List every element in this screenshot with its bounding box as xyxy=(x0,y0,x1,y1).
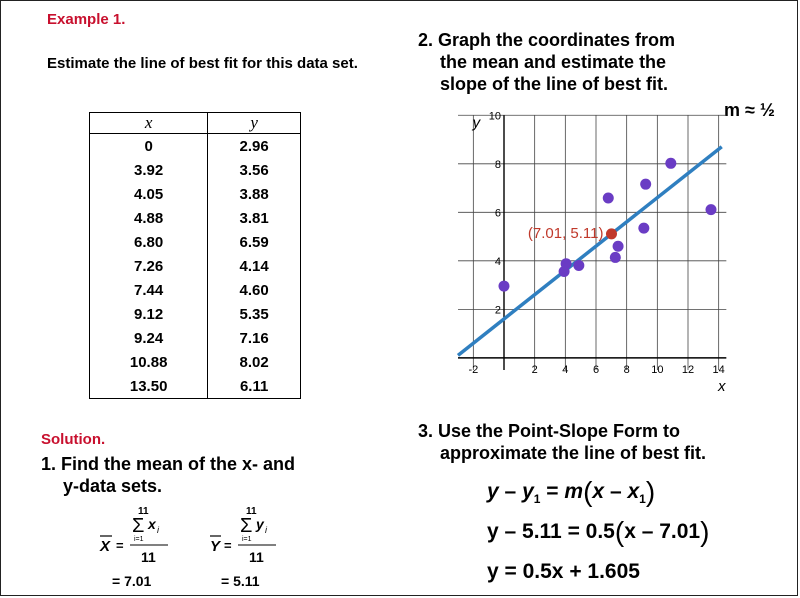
table-row xyxy=(90,206,301,230)
table-row xyxy=(90,278,301,302)
table-row xyxy=(90,230,301,254)
cell-y: 3.81 xyxy=(239,209,269,227)
cell-y: 3.56 xyxy=(239,161,269,179)
mean-x-den: 11 xyxy=(141,549,156,565)
point-slope-equation: $y - y_1 = m(x - x_1)$ xyxy=(487,476,656,507)
mean-x-formula xyxy=(99,506,168,589)
step3-line2: approximate the line of best fit. xyxy=(440,443,707,463)
mean-x-term: x xyxy=(148,516,156,532)
cell-x: 9.24 xyxy=(90,326,208,350)
mean-y-term: y xyxy=(256,516,264,532)
data-point xyxy=(610,252,621,263)
table-row xyxy=(90,374,301,399)
x-tick-label: 6 xyxy=(592,363,600,376)
cell-x: 7.44 xyxy=(90,278,208,302)
step1-line2: y-data sets. xyxy=(63,476,163,496)
y-tick-label: 6 xyxy=(494,207,501,220)
mean-y-formula xyxy=(210,506,276,589)
scatter-chart xyxy=(450,100,750,395)
step1-line1: 1. Find the mean of the x- and xyxy=(41,454,296,474)
mean-formulas xyxy=(90,500,300,592)
x-tick-label: 12 xyxy=(681,363,695,376)
x-tick-label: 4 xyxy=(562,363,569,376)
cell-y: 3.88 xyxy=(239,185,269,203)
step3-line1: 3. Use the Point-Slope Form to xyxy=(418,421,681,441)
data-point xyxy=(573,260,584,271)
x-axis-label: x xyxy=(717,378,726,395)
data-point xyxy=(665,158,676,169)
best-fit-line xyxy=(458,147,722,356)
table-row xyxy=(90,158,301,182)
step2-line2: the mean and estimate the xyxy=(440,52,667,72)
table-header-row xyxy=(90,113,301,134)
example-title: Example 1. xyxy=(47,11,126,28)
mean-x-lower: i=1 xyxy=(134,536,144,543)
cell-x: 4.05 xyxy=(90,182,208,206)
y-axis-label: y xyxy=(472,114,481,132)
step2-text xyxy=(418,29,778,95)
substituted-equation: y – 5.11 = 0.5(x – 7.01) xyxy=(487,516,710,547)
mean-y-lower: i=1 xyxy=(242,536,252,543)
solution-label: Solution. xyxy=(41,431,106,448)
col-header-x: x xyxy=(90,113,208,134)
col-header-y: y xyxy=(208,113,301,134)
y-tick-label: 2 xyxy=(494,304,501,317)
data-point xyxy=(561,258,572,269)
cell-y: 2.96 xyxy=(239,137,269,155)
mean-point xyxy=(606,228,617,239)
cell-y: 4.60 xyxy=(239,281,269,299)
cell-x: 10.88 xyxy=(90,350,208,374)
x-tick-label: 14 xyxy=(712,363,725,376)
y-tick-label: 8 xyxy=(494,158,501,171)
table-row xyxy=(90,134,301,159)
cell-y: 7.16 xyxy=(239,329,269,347)
slope-note: m ≈ ½ xyxy=(724,100,775,120)
sigma-icon: Σ xyxy=(132,515,145,537)
cell-x: 4.88 xyxy=(90,206,208,230)
svg-text:=: = xyxy=(224,538,232,553)
cell-x: 9.12 xyxy=(90,302,208,326)
cell-y: 4.14 xyxy=(239,257,269,275)
table-row xyxy=(90,326,301,350)
cell-y: 6.11 xyxy=(239,377,269,395)
cell-x: 13.50 xyxy=(90,374,208,399)
cell-x: 7.26 xyxy=(90,254,208,278)
step2-line1: 2. Graph the coordinates from xyxy=(418,30,676,50)
mean-y-upper: 11 xyxy=(246,506,257,517)
data-table xyxy=(89,112,301,399)
cell-x: 3.92 xyxy=(90,158,208,182)
data-point xyxy=(603,193,614,204)
step2-line3: slope of the line of best fit. xyxy=(440,74,669,94)
mean-y-den: 11 xyxy=(249,549,264,565)
data-point xyxy=(706,204,717,215)
x-tick-label: 2 xyxy=(531,363,538,376)
x-tick-label: -2 xyxy=(468,363,479,376)
data-point xyxy=(638,223,649,234)
mean-point-label: (7.01, 5.11) xyxy=(527,224,604,242)
table-row xyxy=(90,350,301,374)
data-point xyxy=(499,281,510,292)
table-row xyxy=(90,302,301,326)
data-point xyxy=(640,179,651,190)
data-point xyxy=(613,241,624,252)
step1-text xyxy=(41,453,371,497)
mean-x-symbol: X xyxy=(100,538,111,555)
mean-y-sub: i xyxy=(265,525,267,535)
cell-y: 6.59 xyxy=(239,233,269,251)
svg-text:=: = xyxy=(116,538,124,553)
mean-x-result: = 7.01 xyxy=(112,573,152,589)
cell-y: 8.02 xyxy=(239,353,269,371)
mean-x-sub: i xyxy=(157,525,159,535)
cell-x: 0 xyxy=(90,134,208,159)
x-tick-label: 10 xyxy=(651,363,664,376)
y-tick-label: 10 xyxy=(488,110,501,123)
y-tick-label: 4 xyxy=(494,255,501,268)
step3-text xyxy=(418,420,788,464)
table-row xyxy=(90,254,301,278)
cell-x: 6.80 xyxy=(90,230,208,254)
table-row xyxy=(90,182,301,206)
mean-y-symbol: Y xyxy=(210,538,221,555)
sigma-icon: Σ xyxy=(240,515,253,537)
cell-y: 5.35 xyxy=(239,305,269,323)
mean-y-result: = 5.11 xyxy=(221,573,260,589)
final-equation: y = 0.5x + 1.605 xyxy=(487,560,640,583)
mean-x-upper: 11 xyxy=(138,506,149,517)
intro-text: Estimate the line of best fit for this data set. xyxy=(47,55,358,72)
x-tick-label: 8 xyxy=(623,363,630,376)
